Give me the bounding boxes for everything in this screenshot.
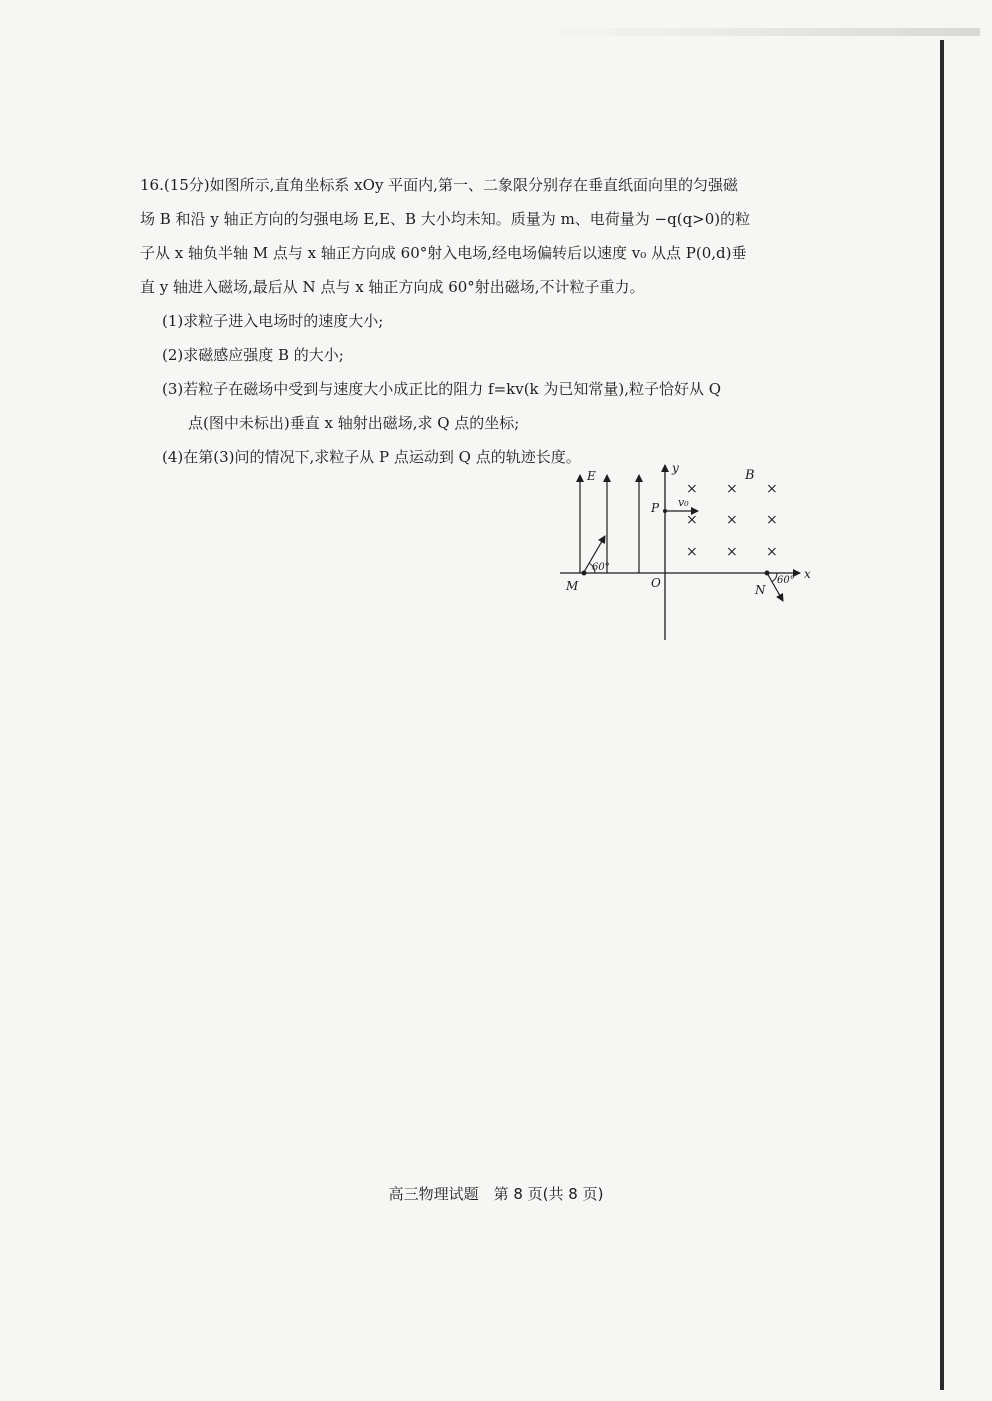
- label-angle-n: 60°: [777, 575, 795, 586]
- label-m: M: [566, 579, 579, 593]
- physics-diagram: [555, 460, 825, 645]
- magnetic-field-cross: ×: [766, 544, 778, 560]
- magnetic-field-cross: ×: [726, 481, 738, 497]
- sub-question-4: (4)在第(3)问的情况下,求粒子从 P 点运动到 Q 点的轨迹长度。: [162, 448, 581, 466]
- sub-question-3-line-2: 点(图中未标出)垂直 x 轴射出磁场,求 Q 点的坐标;: [188, 414, 520, 432]
- point-m: [582, 571, 587, 576]
- scan-shadow: [540, 28, 980, 36]
- label-n: N: [755, 583, 766, 597]
- label-angle-m: 60°: [592, 562, 610, 573]
- magnetic-field-cross: ×: [686, 512, 698, 528]
- sub-question-2: (2)求磁感应强度 B 的大小;: [162, 346, 344, 364]
- sub-question-3-line-1: (3)若粒子在磁场中受到与速度大小成正比的阻力 f=kv(k 为已知常量),粒子恰好从 Q: [162, 380, 722, 398]
- question-stem-line-3: 子从 x 轴负半轴 M 点与 x 轴正方向成 60°射入电场,经电场偏转后以速度 v₀ 从点 P(0,d)垂: [140, 244, 747, 262]
- label-b: B: [745, 468, 755, 483]
- question-stem-line-4: 直 y 轴进入磁场,最后从 N 点与 x 轴正方向成 60°射出磁场,不计粒子重力。: [140, 278, 645, 296]
- label-v0: v₀: [678, 496, 689, 509]
- magnetic-field-cross: ×: [686, 481, 698, 497]
- question-stem-line-2: 场 B 和沿 y 轴正方向的匀强电场 E,E、B 大小均未知。质量为 m、电荷量为 −q(q>0)的粒: [140, 210, 751, 228]
- magnetic-field-cross: ×: [686, 544, 698, 560]
- label-o: O: [651, 576, 661, 590]
- magnetic-field-cross: ×: [726, 512, 738, 528]
- magnetic-field-cross: ×: [766, 481, 778, 497]
- question-stem-line-1: 16.(15分)如图所示,直角坐标系 xOy 平面内,第一、二象限分别存在垂直纸面向里的匀强磁: [140, 176, 738, 194]
- label-p: P: [651, 501, 660, 515]
- label-y: y: [672, 461, 679, 475]
- point-p: [663, 509, 667, 513]
- label-x: x: [804, 567, 811, 581]
- label-e: E: [587, 469, 596, 483]
- magnetic-field-cross: ×: [766, 512, 778, 528]
- sub-question-1: (1)求粒子进入电场时的速度大小;: [162, 312, 384, 330]
- magnetic-field-cross: ×: [726, 544, 738, 560]
- question-16: [140, 168, 830, 474]
- page-footer: 高三物理试题 第 8 页(共 8 页): [388, 1185, 604, 1203]
